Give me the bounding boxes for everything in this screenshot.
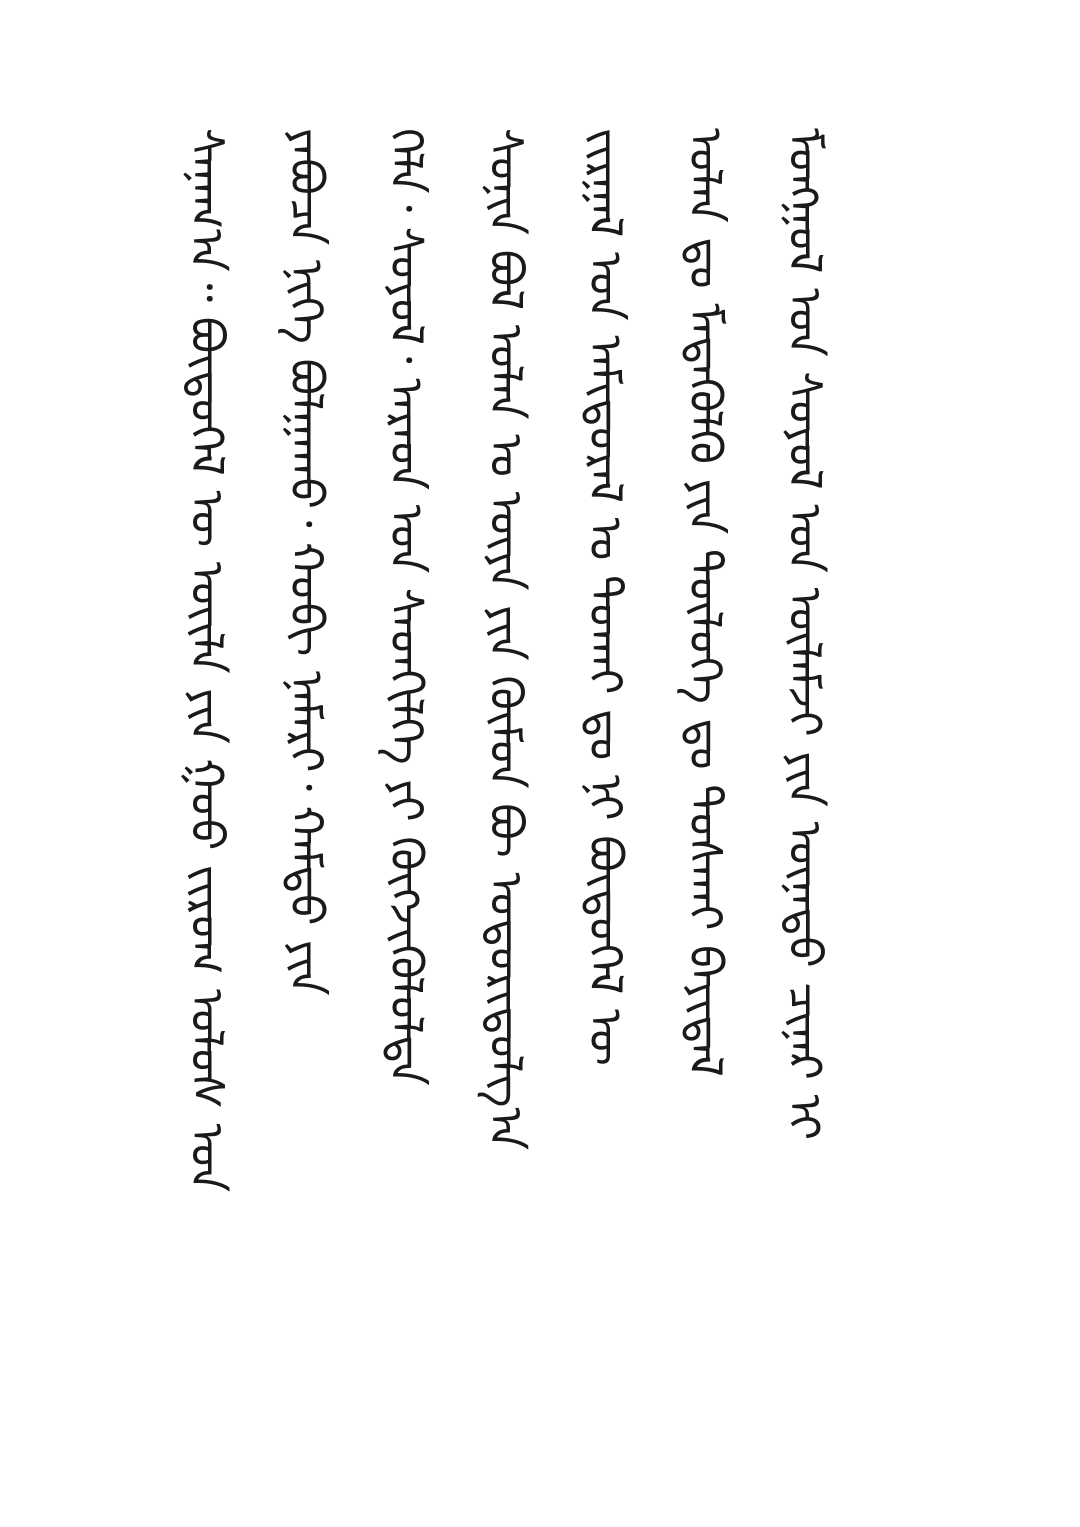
text-line-6: ᠶᠠᠪᠤᠴᠠ ᠨᠢᠭᠡ ᠪᠣᠯᠭᠠᠬᠤ᠂ ᠬᠤᠪᠢ ᠨᠡᠮᠡᠷᠢ᠂ ᠬᠠᠮᠲᠤ ᠶᠢᠨ: [279, 128, 334, 996]
text-line-1: ᠮᠣᠩᠭᠣᠯ ᠤᠨ ᠰᠣᠶᠣᠯ ᠤᠨ ᠦᠯᠡᠮᠵᠢ ᠶᠢᠨ ᠦᠨᠡᠳᠦ ᠴᠢᠨᠠᠷ ᠢ: [777, 128, 832, 1141]
text-line-2: ᠣᠯᠠᠨ ᠳᠤ ᠮᠡᠳᠡᠭᠦᠯᠬᠦ ᠶᠢᠨ ᠲᠥᠯᠥᠭᠡ ᠳᠤ ᠲᠤᠰᠬᠠᠢ ᠪᠠᠶᠢᠳᠠᠯ: [678, 128, 733, 1077]
text-line-7: ᠰᠠᠨᠠᠭ᠎ᠠ᠃ ᠪᠦᠲᠦᠭᠡᠯ ᠦ ᠦᠢᠯᠡ ᠶᠢᠨ ᠭᠣᠣ ᠵᠢᠷᠤᠭ ᠤᠯᠤᠰ ᠤᠨ: [180, 128, 234, 1193]
text-line-5: ᠬᠡᠯᠡ᠂ ᠰᠣᠶᠣᠯ᠂ ᠠᠷᠠᠳ ᠤᠨ ᠰᠡᠳᠬᠢᠯᠭᠡ ᠶᠢ ᠬᠥᠭᠵᠢᠭᠦᠯᠦᠯᠲᠡ: [379, 128, 434, 1086]
vertical-text-block: [168, 128, 844, 1408]
text-line-4: ᠰᠣᠨᠢᠨ ᠪᠣᠯ ᠣᠯᠠᠨ ᠤ ᠦᠶᠡ ᠶᠢᠨ ᠬᠦᠮᠦᠨ ᠪᠦ ᠤᠳᠤᠷᠢᠳᠤᠯᠭ᠎ᠠ: [478, 128, 533, 1151]
text-line-3: ᠵᠢᠷᠭᠠᠯ ᠤᠨ ᠠᠮᠢᠳᠤᠷᠠᠯ ᠤ ᠲᠤᠬᠠᠢ ᠳᠤ ᠨᠢ ᠪᠦᠲᠦᠭᠡᠯ ᠦ: [578, 128, 633, 1066]
